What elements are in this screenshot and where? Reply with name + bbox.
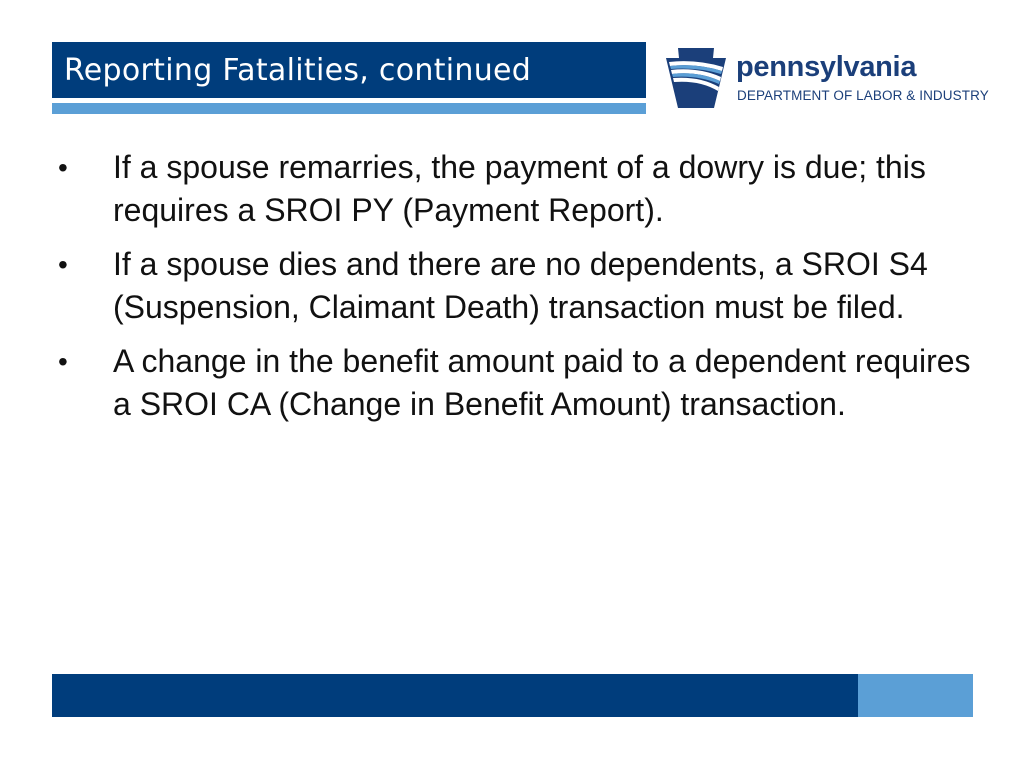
bullet-marker: •: [58, 249, 68, 280]
bullet-text: A change in the benefit amount paid to a dependent requires a SROI CA (Change in Benefit Amount) transaction.: [113, 343, 971, 422]
bullet-item: [58, 340, 978, 426]
logo-name: pennsylvania: [736, 51, 917, 83]
bullet-marker: •: [58, 152, 68, 183]
title-underline: [52, 103, 646, 114]
bullet-text: If a spouse dies and there are no dependents, a SROI S4 (Suspension, Claimant Death) transaction must be filed.: [113, 246, 928, 325]
footer-bar: [52, 674, 858, 717]
title-bar: [52, 42, 646, 98]
bullet-item: [58, 243, 978, 329]
bullet-text: If a spouse remarries, the payment of a dowry is due; this requires a SROI PY (Payment Report).: [113, 149, 926, 228]
page-title: Reporting Fatalities, continued: [64, 52, 532, 88]
pennsylvania-logo: [664, 46, 989, 114]
bullet-marker: •: [58, 346, 68, 377]
bullet-list: [58, 146, 978, 437]
keystone-icon: [664, 46, 728, 110]
bullet-item: [58, 146, 978, 232]
footer-accent: [858, 674, 973, 717]
logo-department: DEPARTMENT OF LABOR & INDUSTRY: [737, 88, 989, 103]
